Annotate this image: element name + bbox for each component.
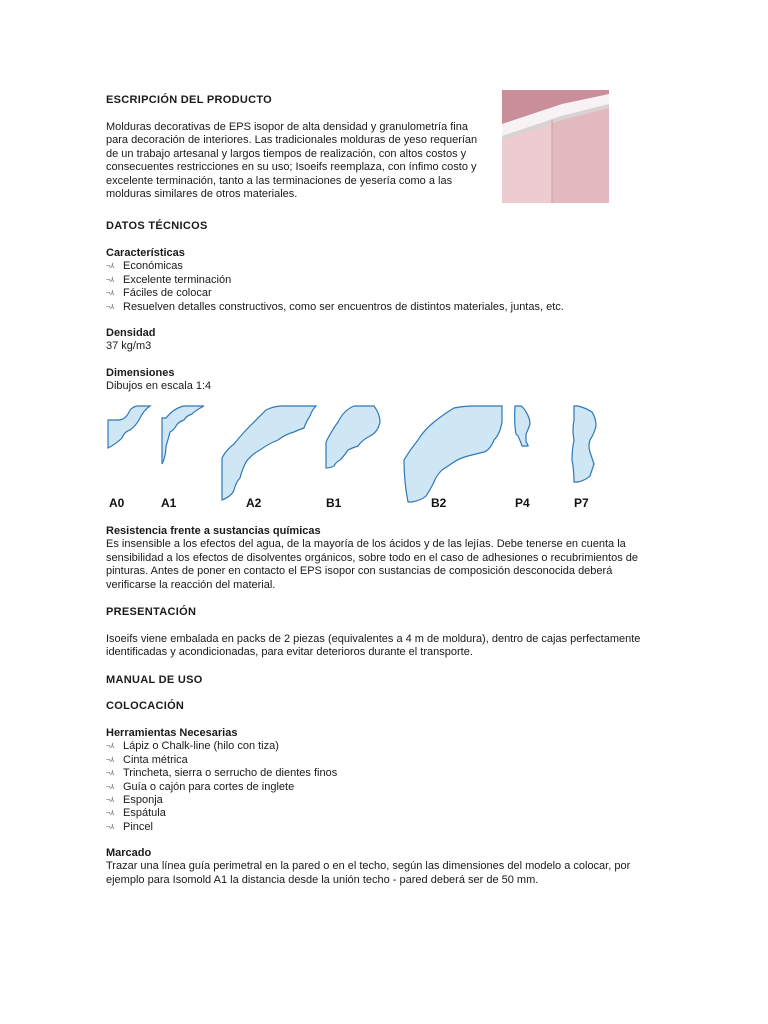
list-item: [106, 821, 666, 834]
cornice-photo: [502, 90, 609, 203]
bullet-icon: ¬⅄: [106, 276, 115, 284]
presentation-line: Isoeifs viene embalada en packs de 2 piezas (equivalentes a 4 m de moldura), dentro de cajas perfectamente: [106, 633, 641, 645]
bullet-icon: ¬⅄: [106, 743, 115, 751]
list-item-label: Fáciles de colocar: [123, 287, 212, 300]
resistance-line: sensibilidad a los efectos de disolventes orgánicos, sobre todo en el caso de adhesiones o recubrimientos de: [106, 551, 638, 564]
profile-label-b2: B2: [431, 496, 447, 510]
list-item: [106, 260, 666, 273]
density-title: Densidad: [106, 327, 156, 339]
features-section: [106, 247, 666, 314]
description-line: molduras similares de otros materiales.: [106, 188, 298, 201]
list-item: [106, 287, 666, 300]
features-list: [106, 260, 666, 314]
bullet-icon: ¬⅄: [106, 756, 115, 764]
profile-label-a0: A0: [109, 496, 125, 510]
marking-line: ejemplo para Isomold A1 la distancia desde la unión techo - pared deberá ser de 50 mm.: [106, 873, 539, 886]
bullet-icon: ¬⅄: [106, 770, 115, 778]
description-heading: ESCRIPCIÓN DEL PRODUCTO: [106, 94, 273, 106]
profile-label-p4: P4: [515, 496, 530, 510]
resistance-line: pinturas. Antes de poner en contacto el EPS isopor con sustancias de composición desconocida deberá: [106, 565, 613, 578]
profile-label-b1: B1: [326, 496, 342, 510]
resistance-title: Resistencia frente a sustancias químicas: [106, 525, 321, 537]
list-item: [106, 754, 666, 767]
list-item-label: Trincheta, sierra o serrucho de dientes finos: [123, 767, 338, 780]
profile-b2-shape: [404, 406, 502, 502]
list-item: [106, 794, 666, 807]
density-value: 37 kg/m3: [106, 340, 152, 353]
list-item: [106, 767, 666, 780]
list-item-label: Cinta métrica: [123, 753, 188, 766]
description-line: de un trabajo artesanal y largos tiempos de realización, con altos costos y: [106, 147, 467, 160]
bullet-icon: ¬⅄: [106, 823, 115, 831]
dimensions-note: Dibujos en escala 1:4: [106, 380, 212, 393]
marking-section: [106, 847, 666, 887]
description-line: para decoración de interiores. Las tradicionales molduras de yeso requerían: [106, 134, 478, 147]
features-title: Características: [106, 247, 185, 259]
profile-a0-shape: [108, 406, 150, 448]
bullet-icon: ¬⅄: [106, 810, 115, 818]
manual-heading: MANUAL DE USO: [106, 674, 203, 686]
bullet-icon: ¬⅄: [106, 797, 115, 805]
list-item-label: Espátula: [123, 807, 166, 820]
list-item-label: Guía o cajón para cortes de inglete: [123, 780, 295, 793]
dimensions-section: [106, 367, 666, 394]
presentation-line: identificadas y acondicionadas, para evitar deterioros durante el transporte.: [106, 646, 473, 659]
profile-label-p7: P7: [574, 496, 589, 510]
dimensions-title: Dimensiones: [106, 367, 175, 379]
resistance-line: verificarse la reacción del material.: [106, 578, 276, 591]
list-item-label: Excelente terminación: [123, 273, 232, 286]
profile-a2-shape: [222, 406, 316, 500]
tools-section: [106, 727, 666, 834]
bullet-icon: ¬⅄: [106, 290, 115, 298]
list-item: [106, 301, 666, 314]
list-item: [106, 807, 666, 820]
tools-list: [106, 740, 666, 834]
profile-p7-shape: [572, 406, 596, 482]
profile-a1-shape: [162, 406, 204, 464]
resistance-section: [106, 525, 666, 592]
marking-title: Marcado: [106, 847, 152, 859]
description-line: consecuentes restricciones en su uso; Isoeifs reemplaza, con ínfimo costo y: [106, 161, 477, 174]
density-section: [106, 327, 666, 354]
bullet-icon: ¬⅄: [106, 303, 115, 311]
profile-label-a2: A2: [246, 496, 262, 510]
bullet-icon: ¬⅄: [106, 263, 115, 271]
list-item-label: Pincel: [123, 820, 153, 833]
profiles-drawing: [104, 400, 604, 515]
list-item-label: Esponja: [123, 794, 163, 807]
marking-line: Trazar una línea guía perimetral en la pared o en el techo, según las dimensiones del modelo a colocar, por: [106, 860, 631, 873]
tools-title: Herramientas Necesarias: [106, 727, 238, 739]
list-item-label: Lápiz o Chalk-line (hilo con tiza): [123, 740, 279, 753]
placement-heading: COLOCACIÓN: [106, 700, 185, 712]
description-line: excelente terminación, tanto a las terminaciones de yesería como a las: [106, 174, 453, 187]
profile-label-a1: A1: [161, 496, 177, 510]
list-item: [106, 274, 666, 287]
description-line: Molduras decorativas de EPS isopor de alta densidad y granulometría fina: [106, 121, 468, 133]
bullet-icon: ¬⅄: [106, 783, 115, 791]
description-body: [106, 121, 496, 201]
list-item: [106, 781, 666, 794]
presentation-body: [106, 633, 666, 660]
list-item-label: Económicas: [123, 260, 183, 273]
list-item: [106, 740, 666, 753]
technical-heading: DATOS TÉCNICOS: [106, 220, 208, 232]
profile-p4-shape: [515, 406, 530, 446]
list-item-label: Resuelven detalles constructivos, como ser encuentros de distintos materiales, juntas, etc.: [123, 300, 564, 313]
resistance-line: Es insensible a los efectos del agua, de la mayoría de los ácidos y de las lejías. Debe tenerse en cuenta la: [106, 538, 626, 551]
profile-b1-shape: [326, 406, 380, 468]
presentation-heading: PRESENTACIÓN: [106, 606, 197, 618]
